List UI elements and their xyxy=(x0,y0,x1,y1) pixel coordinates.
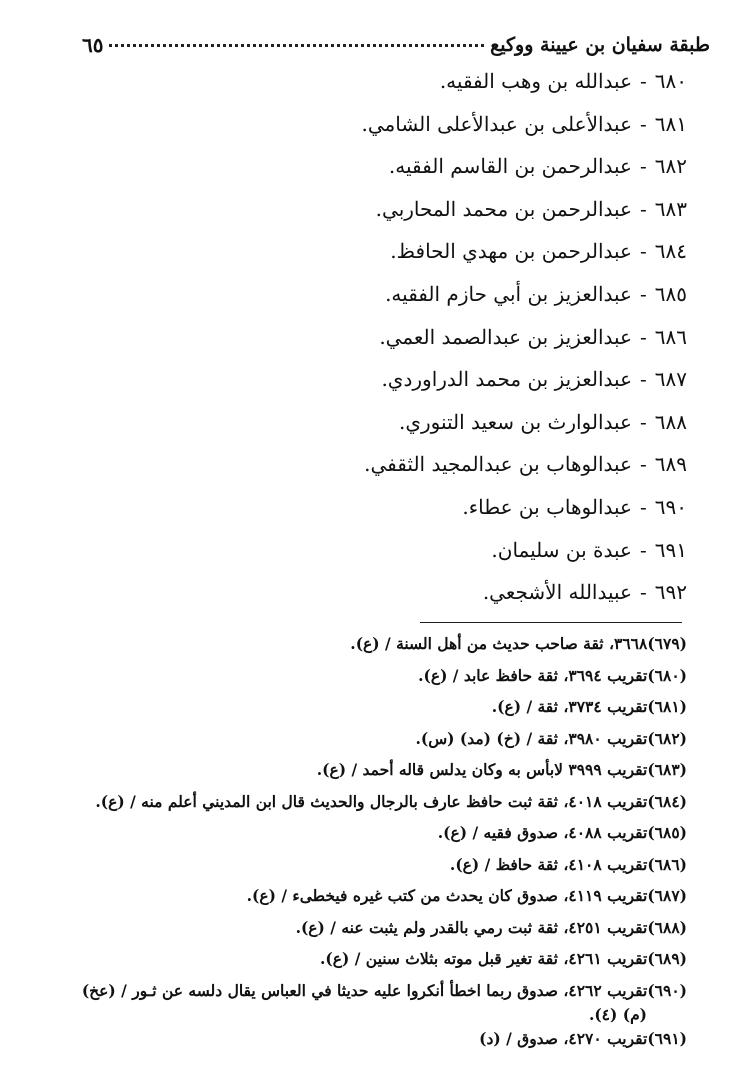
entry-number: ٦٨٠ xyxy=(654,69,687,93)
entry-item xyxy=(127,194,687,237)
entry-dash: - xyxy=(640,111,647,136)
page-number: ٦٥ xyxy=(82,33,104,57)
footnote-text: (٦٨٨)تقريب ٤٢٥١، ثقة ثبت رمي بالقدر ولم يثبت عنه / (ع). xyxy=(295,917,687,937)
footnote-text: (٦٨١)تقريب ٣٧٣٤، ثقة / (ع). xyxy=(491,697,687,716)
entry-dash: - xyxy=(640,580,647,605)
entry-dash: - xyxy=(640,239,647,264)
entry-list xyxy=(127,66,687,620)
footnote-item xyxy=(67,758,687,790)
entry-name: عبدالعزيز بن عبدالصمد العمي. xyxy=(379,324,632,349)
entry-name: عبدالوهاب بن عطاء. xyxy=(462,494,632,519)
footnote-item xyxy=(67,632,687,664)
entry-item xyxy=(127,449,687,492)
footnote-text: (٦٨٥)تقريب ٤٠٨٨، صدوق فقيه / (ع). xyxy=(437,823,687,842)
entry-name: عبيدالله الأشجعي. xyxy=(482,580,632,605)
footnote-item xyxy=(67,884,687,916)
entry-item xyxy=(127,535,687,578)
entry-dash: - xyxy=(640,281,647,306)
entry-item xyxy=(127,577,687,620)
entry-name: عبدالوهاب بن عبدالمجيد الثقفي. xyxy=(364,452,632,477)
entry-number: ٦٨٣ xyxy=(654,196,687,221)
footnote-item xyxy=(67,979,687,1027)
entry-dash: - xyxy=(640,494,647,519)
entry-number: ٦٩٠ xyxy=(654,494,687,519)
entry-item xyxy=(127,322,687,365)
footnote-item xyxy=(67,821,687,853)
entry-item xyxy=(127,66,687,109)
footnote-continuation: (م) (٤). xyxy=(588,1004,647,1024)
entry-number: ٦٨٩ xyxy=(654,452,687,477)
entry-number: ٦٨٤ xyxy=(654,239,687,264)
footnote-item xyxy=(67,947,687,979)
entry-dash: - xyxy=(640,324,647,349)
entry-name: عبدالأعلى بن عبدالأعلى الشامي. xyxy=(361,111,632,136)
footnote-text: (٦٨٦)تقريب ٤١٠٨، ثقة حافظ / (ع). xyxy=(449,854,687,874)
footnote-text: (٦٨٢)تقريب ٣٩٨٠، ثقة / (خ) (مد) (س). xyxy=(415,728,687,748)
entry-name: عبدالرحمن بن القاسم الفقيه. xyxy=(388,154,632,179)
footnote-item xyxy=(67,695,687,727)
footnote-item xyxy=(67,1027,687,1059)
footnote-item xyxy=(67,853,687,885)
footnote-text: (٦٧٩)٣٦٦٨، ثقة صاحب حديث من أهل السنة / (ع). xyxy=(350,634,687,653)
entry-dash: - xyxy=(640,69,647,93)
footnote-text: (٦٩٠)تقريب ٤٢٦٢، صدوق ربما اخطأ أنكروا عليه حديثا في العباس يقال دلسه عن ثـور / (عخ) xyxy=(81,980,687,1000)
entry-dash: - xyxy=(640,537,647,562)
entry-item xyxy=(127,109,687,152)
entry-dash: - xyxy=(640,196,647,221)
entry-number: ٦٨١ xyxy=(654,111,687,136)
footnote-text: (٦٨٩)تقريب ٤٢٦١، ثقة تغير قبل موته بثلاث سنين / (ع). xyxy=(320,949,687,968)
entry-name: عبدالوارث بن سعيد التنوري. xyxy=(398,409,632,434)
header-dotted-leader xyxy=(109,44,484,47)
footnote-text: (٦٩١)تقريب ٤٢٧٠، صدوق / (د) xyxy=(479,1028,687,1048)
entry-dash: - xyxy=(640,409,647,434)
footnote-text: (٦٨٣)تقريب ٣٩٩٩ لابأس به وكان يدلس قاله أحمد / (ع). xyxy=(316,760,687,779)
entry-item xyxy=(127,364,687,407)
header-title: طبقة سفيان بن عيينة ووكيع xyxy=(490,34,710,56)
footnote-item xyxy=(67,916,687,948)
footnote-item xyxy=(67,790,687,822)
entry-item xyxy=(127,492,687,535)
entry-item xyxy=(127,151,687,194)
entry-item xyxy=(127,279,687,322)
footnote-text: (٦٨٤)تقريب ٤٠١٨، ثقة ثبت حافظ عارف بالرجال والحديث قال ابن المديني أعلم منه / (ع). xyxy=(95,791,687,811)
footnote-list xyxy=(67,632,687,1058)
entry-name: عبدالعزيز بن أبي حازم الفقيه. xyxy=(385,281,632,306)
entry-name: عبدالله بن وهب الفقيه. xyxy=(439,69,632,93)
entry-number: ٦٨٦ xyxy=(654,324,687,349)
entry-item xyxy=(127,407,687,450)
entry-name: عبدة بن سليمان. xyxy=(491,537,632,562)
entry-dash: - xyxy=(640,154,647,179)
entry-dash: - xyxy=(640,452,647,477)
entry-number: ٦٨٧ xyxy=(654,367,687,392)
footnote-item xyxy=(67,664,687,696)
footnote-separator xyxy=(420,622,682,623)
entry-item xyxy=(127,236,687,279)
running-header xyxy=(82,30,710,60)
footnote-text: (٦٨٧)تقريب ٤١١٩، صدوق كان يحدث من كتب غيره فيخطىء / (ع). xyxy=(246,886,687,905)
entry-name: عبدالرحمن بن مهدي الحافظ. xyxy=(390,239,632,264)
entry-number: ٦٩١ xyxy=(654,537,687,562)
entry-number: ٦٨٢ xyxy=(654,154,687,179)
entry-name: عبدالرحمن بن محمد المحاربي. xyxy=(375,196,632,221)
footnote-item xyxy=(67,727,687,759)
entry-number: ٦٨٥ xyxy=(654,281,687,306)
entry-number: ٦٨٨ xyxy=(654,409,687,434)
entry-number: ٦٩٢ xyxy=(654,580,687,605)
entry-dash: - xyxy=(640,367,647,392)
footnote-text: (٦٨٠)تقريب ٣٦٩٤، ثقة حافظ عابد / (ع). xyxy=(418,665,687,685)
entry-name: عبدالعزيز بن محمد الدراوردي. xyxy=(381,367,632,392)
